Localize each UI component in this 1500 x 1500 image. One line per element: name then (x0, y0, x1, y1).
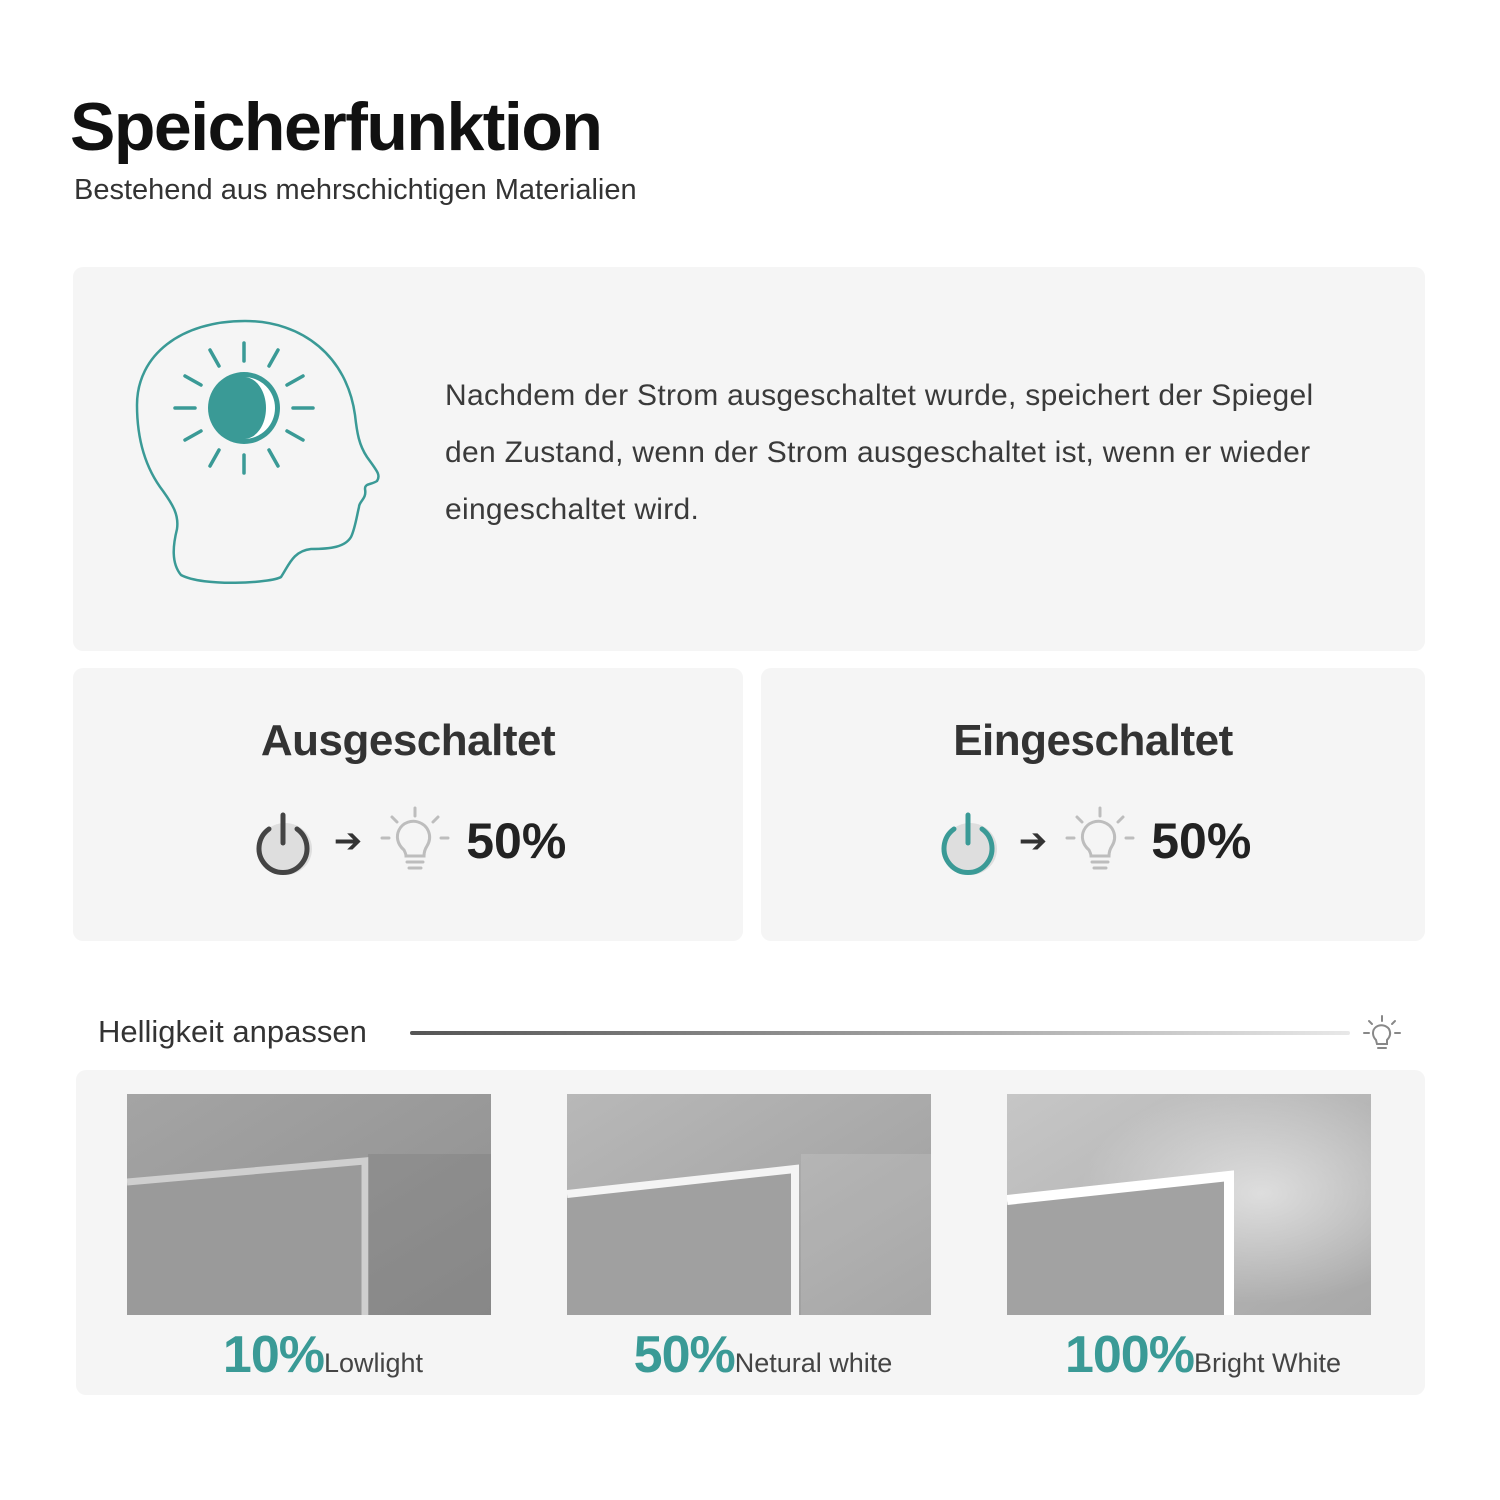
power-icon (935, 807, 1001, 875)
page-subtitle: Bestehend aus mehrschichtigen Materialien (74, 174, 637, 206)
level-name: Bright White (1193, 1348, 1342, 1378)
mirror-preview-netural-white (567, 1094, 931, 1315)
page-title: Speicherfunktion (70, 89, 602, 165)
state-title-on: Eingeschaltet (953, 716, 1233, 765)
brightness-value-on: 50% (1151, 813, 1252, 869)
mirror-preview-lowlight (127, 1094, 491, 1315)
level-percent: 100% (1064, 1326, 1194, 1384)
memory-card (73, 267, 1425, 651)
state-card-on (761, 668, 1425, 941)
level-percent: 10% (222, 1326, 324, 1384)
memory-description (445, 367, 1395, 538)
state-row-on (761, 806, 1425, 876)
description-line: eingeschaltet wird. (445, 493, 700, 526)
mirror-preview-bright-white (1007, 1094, 1371, 1315)
level-name: Netural white (734, 1348, 893, 1378)
state-row-off (73, 806, 743, 876)
state-title-off: Ausgeschaltet (260, 716, 556, 765)
head-with-sun-moon-icon (133, 315, 383, 587)
light-bulb-icon (1065, 806, 1135, 876)
brightness-level-bright-white (978, 1325, 1428, 1385)
description-line: den Zustand, wenn der Strom ausgeschaltet ist, wenn er wieder (445, 436, 1311, 469)
brightness-levels-card (76, 1070, 1425, 1395)
brightness-gradient-line (410, 1031, 1350, 1035)
description-line: Nachdem der Strom ausgeschaltet wurde, speichert der Spiegel (445, 379, 1314, 412)
power-icon (250, 807, 316, 875)
arrow-right-icon: ➔ (1018, 822, 1048, 860)
arrow-right-icon: ➔ (333, 822, 363, 860)
state-card-off (73, 668, 743, 941)
brightness-level-netural-white (538, 1325, 988, 1385)
brightness-label: Helligkeit anpassen (98, 1014, 367, 1049)
brightness-level-lowlight (98, 1325, 548, 1385)
light-bulb-icon (380, 806, 450, 876)
level-name: Lowlight (324, 1348, 424, 1378)
sun-icon (1362, 1014, 1402, 1054)
brightness-value-off: 50% (466, 813, 567, 869)
level-percent: 50% (633, 1326, 735, 1384)
